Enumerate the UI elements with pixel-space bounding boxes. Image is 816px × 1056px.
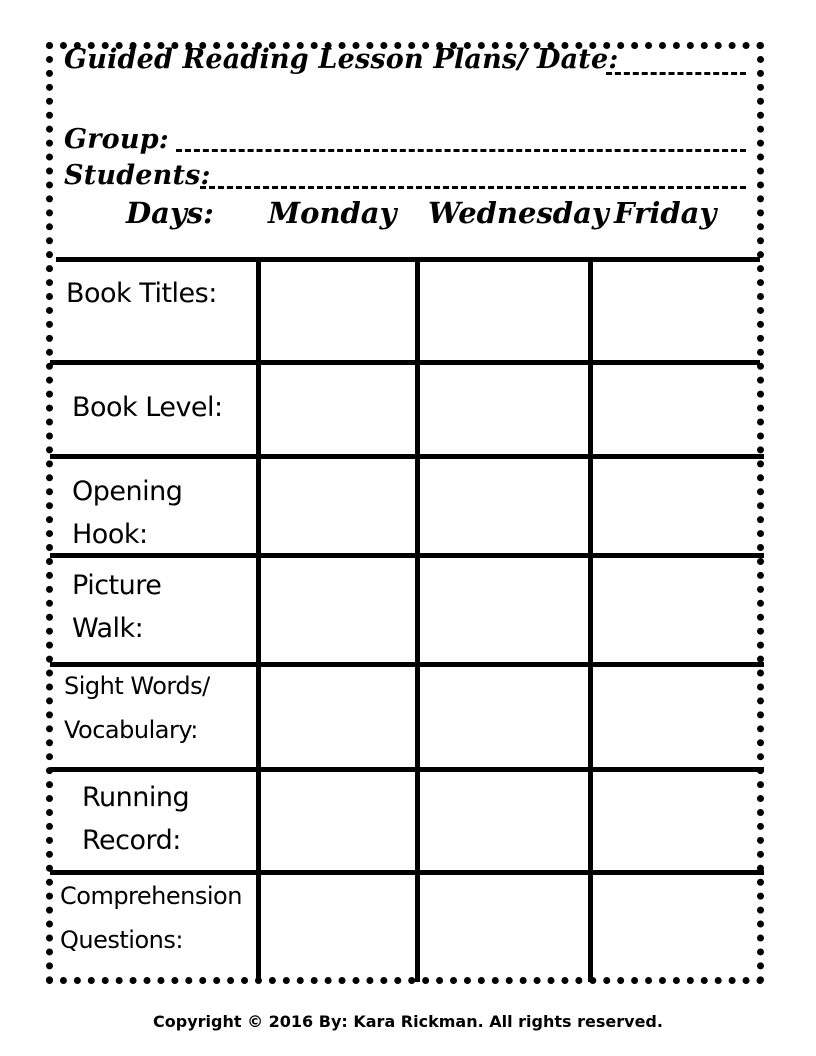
row-label-line: Record:	[82, 825, 181, 856]
row-label-line: Running	[82, 782, 190, 813]
day-header-wednesday: Wednesday	[428, 196, 609, 230]
row-label-book-titles	[66, 272, 217, 315]
row-label-running-record	[82, 776, 189, 862]
row-label-line: Hook:	[72, 519, 148, 550]
page-title: Guided Reading Lesson Plans/ Date:	[64, 44, 619, 75]
table-rule	[50, 454, 764, 459]
row-label-sight-words	[64, 664, 210, 752]
row-label-line: Vocabulary:	[64, 716, 198, 744]
date-field[interactable]	[606, 72, 746, 75]
row-label-line: Book Titles:	[66, 278, 217, 309]
table-column-rule	[415, 257, 420, 982]
day-header-monday: Monday	[268, 196, 397, 230]
row-label-line: Book Level:	[72, 392, 223, 423]
row-label-line: Picture	[72, 570, 162, 601]
row-label-line: Walk:	[72, 613, 144, 644]
group-label: Group:	[64, 124, 169, 155]
students-field[interactable]	[200, 186, 746, 189]
row-label-line: Opening	[72, 476, 183, 507]
row-label-picture-walk	[72, 564, 161, 650]
table-column-rule	[588, 257, 593, 982]
table-rule	[56, 257, 760, 262]
row-label-line: Questions:	[60, 926, 183, 954]
row-label-line: Sight Words/	[64, 672, 210, 700]
row-label-comprehension	[60, 874, 242, 962]
table-column-rule	[256, 257, 261, 982]
table-rule	[50, 767, 764, 772]
table-rule	[50, 360, 760, 365]
days-label: Days:	[126, 196, 214, 230]
row-label-book-level	[72, 386, 223, 429]
row-label-opening-hook	[72, 470, 182, 556]
copyright-notice: Copyright © 2016 By: Kara Rickman. All rights reserved.	[153, 1012, 663, 1031]
students-label: Students:	[64, 160, 211, 191]
group-field[interactable]	[176, 149, 746, 152]
row-label-line: Comprehension	[60, 882, 242, 910]
day-header-friday: Friday	[614, 196, 717, 230]
